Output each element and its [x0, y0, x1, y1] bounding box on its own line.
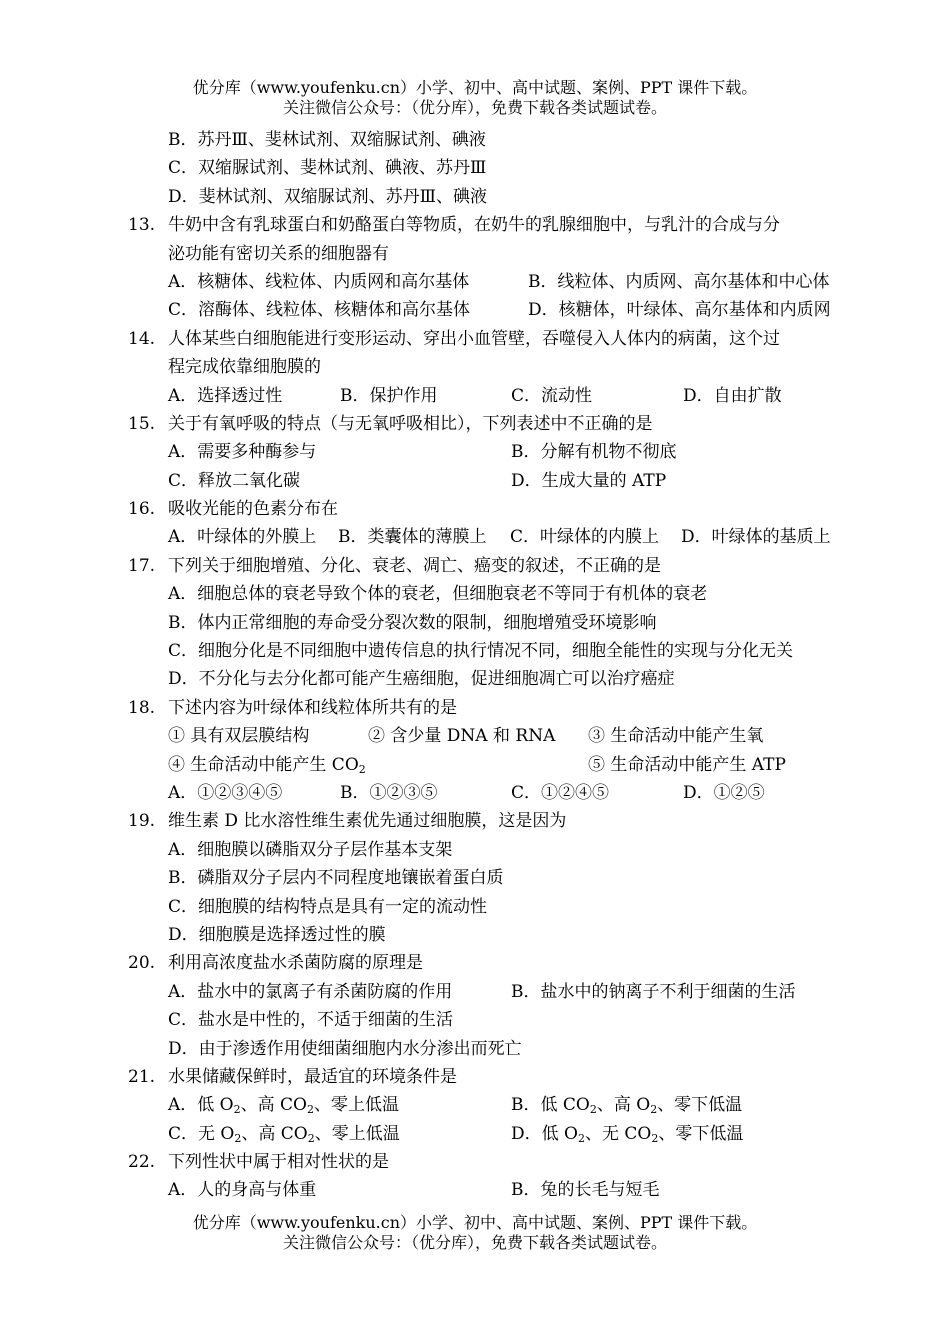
q13-option-a: A．核糖体、线粒体、内质网和高尔基体: [168, 271, 470, 292]
q19-option-a: A．细胞膜以磷脂双分子层作基本支架: [168, 839, 453, 860]
q18-option-b: B．①②③⑤: [340, 782, 438, 803]
q21-options-ab: [128, 1091, 888, 1119]
question-list: [128, 126, 888, 1205]
footer-line-2: 关注微信公众号：（优分库），免费下载各类试题试卷。: [282, 1233, 667, 1252]
q20-option-c: C．盐水是中性的，不适于细菌的生活: [168, 1010, 454, 1031]
q15-stem: 15. 关于有氧呼吸的特点（与无氧呼吸相比），下列表述中不正确的是: [128, 410, 888, 438]
q13-option-b: B．线粒体、内质网、高尔基体和中心体: [528, 271, 830, 292]
q14-number: 14.: [128, 328, 156, 349]
q12-option-b: B．苏丹Ⅲ、斐林试剂、双缩脲试剂、碘液: [168, 130, 486, 150]
q19-stem: 19. 维生素 D 比水溶性维生素优先通过细胞膜，这是因为: [128, 807, 888, 835]
q18-options: [128, 779, 888, 807]
q16-option-c: C．叶绿体的内膜上: [510, 527, 660, 548]
q12-option-c: C．双缩脲试剂、斐林试剂、碘液、苏丹Ⅲ: [168, 158, 487, 179]
page-header: [0, 78, 950, 118]
q21-number: 21.: [128, 1066, 156, 1087]
q21-option-b: B．低 $CO_2$、高 $O_2$、零下低温: [511, 1095, 743, 1117]
q21-option-a: A．低 $O_2$、高 $CO_2$、零上低温: [168, 1095, 399, 1117]
q13-option-d: D．核糖体，叶绿体、高尔基体和内质网: [528, 300, 831, 321]
q19-option-c: C．细胞膜的结构特点是具有一定的流动性: [168, 896, 488, 917]
q14-option-c: C．流动性: [511, 385, 593, 406]
q13-stem: 13. 牛奶中含有乳球蛋白和奶酪蛋白等物质，在奶牛的乳腺细胞中，与乳汁的合成与分: [128, 211, 888, 239]
q21-option-c: C．无 $O_2$、高 $CO_2$、零上低温: [168, 1123, 400, 1145]
q20-number: 20.: [128, 953, 156, 974]
q18-statement-4: ④ 生命活动中能产生 $CO_2$: [168, 754, 366, 776]
q22-number: 22.: [128, 1152, 156, 1173]
q21-option-d: D．低 $O_2$、无 $CO_2$、零下低温: [511, 1123, 744, 1145]
q21-options-cd: [128, 1120, 888, 1148]
q19-number: 19.: [128, 811, 156, 832]
q18-statement-3: ③ 生命活动中能产生氧: [588, 726, 764, 747]
q15-option-d: D．生成大量的 ATP: [511, 470, 667, 491]
q17-stem: 17. 下列关于细胞增殖、分化、衰老、凋亡、癌变的叙述，不正确的是: [128, 552, 888, 580]
q19-option-d: D．细胞膜是选择透过性的膜: [168, 924, 386, 945]
q15-options-ab: [128, 438, 888, 466]
page-footer: [0, 1213, 950, 1253]
q14-option-b: B．保护作用: [340, 385, 438, 406]
q18-statements-1: [128, 722, 888, 750]
q15-number: 15.: [128, 413, 156, 434]
q17-option-a: A．细胞总体的衰老导致个体的衰老，但细胞衰老不等同于有机体的衰老: [168, 584, 708, 605]
header-line-2: 关注微信公众号：（优分库），免费下载各类试题试卷。: [282, 98, 667, 117]
q20-option-b: B．盐水中的钠离子不利于细菌的生活: [511, 981, 796, 1002]
q13-option-c: C．溶酶体、线粒体、核糖体和高尔基体: [168, 300, 471, 321]
q17-option-b: B．体内正常细胞的寿命受分裂次数的限制，细胞增殖受环境影响: [168, 612, 657, 633]
q13-number: 13.: [128, 215, 156, 236]
header-line-1: 优分库（www.youfenku.cn）小学、初中、高中试题、案例、PPT 课件下载。: [192, 78, 758, 97]
q15-option-b: B．分解有机物不彻底: [511, 442, 677, 463]
q16-option-b: B．类囊体的薄膜上: [338, 527, 487, 548]
q17-option-c: C．细胞分化是不同细胞中遗传信息的执行情况不同，细胞全能性的实现与分化无关: [168, 641, 794, 662]
q14-option-a: A．选择透过性: [168, 385, 283, 406]
q18-option-d: D．①②⑤: [683, 782, 765, 803]
q16-number: 16.: [128, 499, 156, 520]
q16-option-d: D．叶绿体的基质上: [681, 527, 831, 548]
q18-number: 18.: [128, 697, 156, 718]
q22-options-ab: [128, 1176, 888, 1204]
q21-stem: 21. 水果储藏保鲜时，最适宜的环境条件是: [128, 1063, 888, 1091]
q13-options-ab: [128, 268, 888, 296]
q18-stem: 18. 下述内容为叶绿体和线粒体所共有的是: [128, 694, 888, 722]
q15-option-a: A．需要多种酶参与: [168, 442, 317, 463]
q20-stem: 20. 利用高浓度盐水杀菌防腐的原理是: [128, 949, 888, 977]
q18-option-c: C．①②④⑤: [511, 782, 610, 803]
q17-option-d: D．不分化与去分化都可能产生癌细胞，促进细胞凋亡可以治疗癌症: [168, 669, 675, 690]
q13-options-cd: [128, 296, 888, 324]
q18-statement-1: ① 具有双层膜结构: [168, 726, 310, 747]
q16-options: [128, 523, 888, 551]
q17-number: 17.: [128, 555, 156, 576]
q22-option-a: A．人的身高与体重: [168, 1180, 317, 1201]
footer-line-1: 优分库（www.youfenku.cn）小学、初中、高中试题、案例、PPT 课件下载。: [192, 1213, 758, 1232]
q20-options-ab: [128, 978, 888, 1006]
q20-option-d: D．由于渗透作用使细菌细胞内水分渗出而死亡: [168, 1038, 522, 1059]
q16-option-a: A．叶绿体的外膜上: [168, 527, 317, 548]
q12-option-d: D．斐林试剂、双缩脲试剂、苏丹Ⅲ、碘液: [168, 186, 488, 207]
q22-stem: 22. 下列性状中属于相对性状的是: [128, 1148, 888, 1176]
q18-statement-5: ⑤ 生命活动中能产生 ATP: [588, 754, 786, 775]
q14-stem-cont: 程完成依靠细胞膜的: [168, 357, 321, 378]
q18-option-a: A．①②③④⑤: [168, 782, 283, 803]
q14-option-d: D．自由扩散: [683, 385, 782, 406]
q18-statement-2: ② 含少量 DNA 和 RNA: [368, 726, 556, 747]
q15-option-c: C．释放二氧化碳: [168, 470, 301, 491]
q22-option-b: B．兔的长毛与短毛: [511, 1180, 660, 1201]
q13-stem-cont: 泌功能有密切关系的细胞器有: [168, 243, 389, 264]
q14-options: [128, 382, 888, 410]
q18-statements-2: [128, 751, 888, 779]
q16-stem: 16. 吸收光能的色素分布在: [128, 495, 888, 523]
q14-stem: 14. 人体某些白细胞能进行变形运动、穿出小血管壁，吞噬侵入人体内的病菌，这个过: [128, 325, 888, 353]
q19-option-b: B．磷脂双分子层内不同程度地镶嵌着蛋白质: [168, 868, 504, 889]
q20-option-a: A．盐水中的氯离子有杀菌防腐的作用: [168, 981, 453, 1002]
q15-options-cd: [128, 467, 888, 495]
